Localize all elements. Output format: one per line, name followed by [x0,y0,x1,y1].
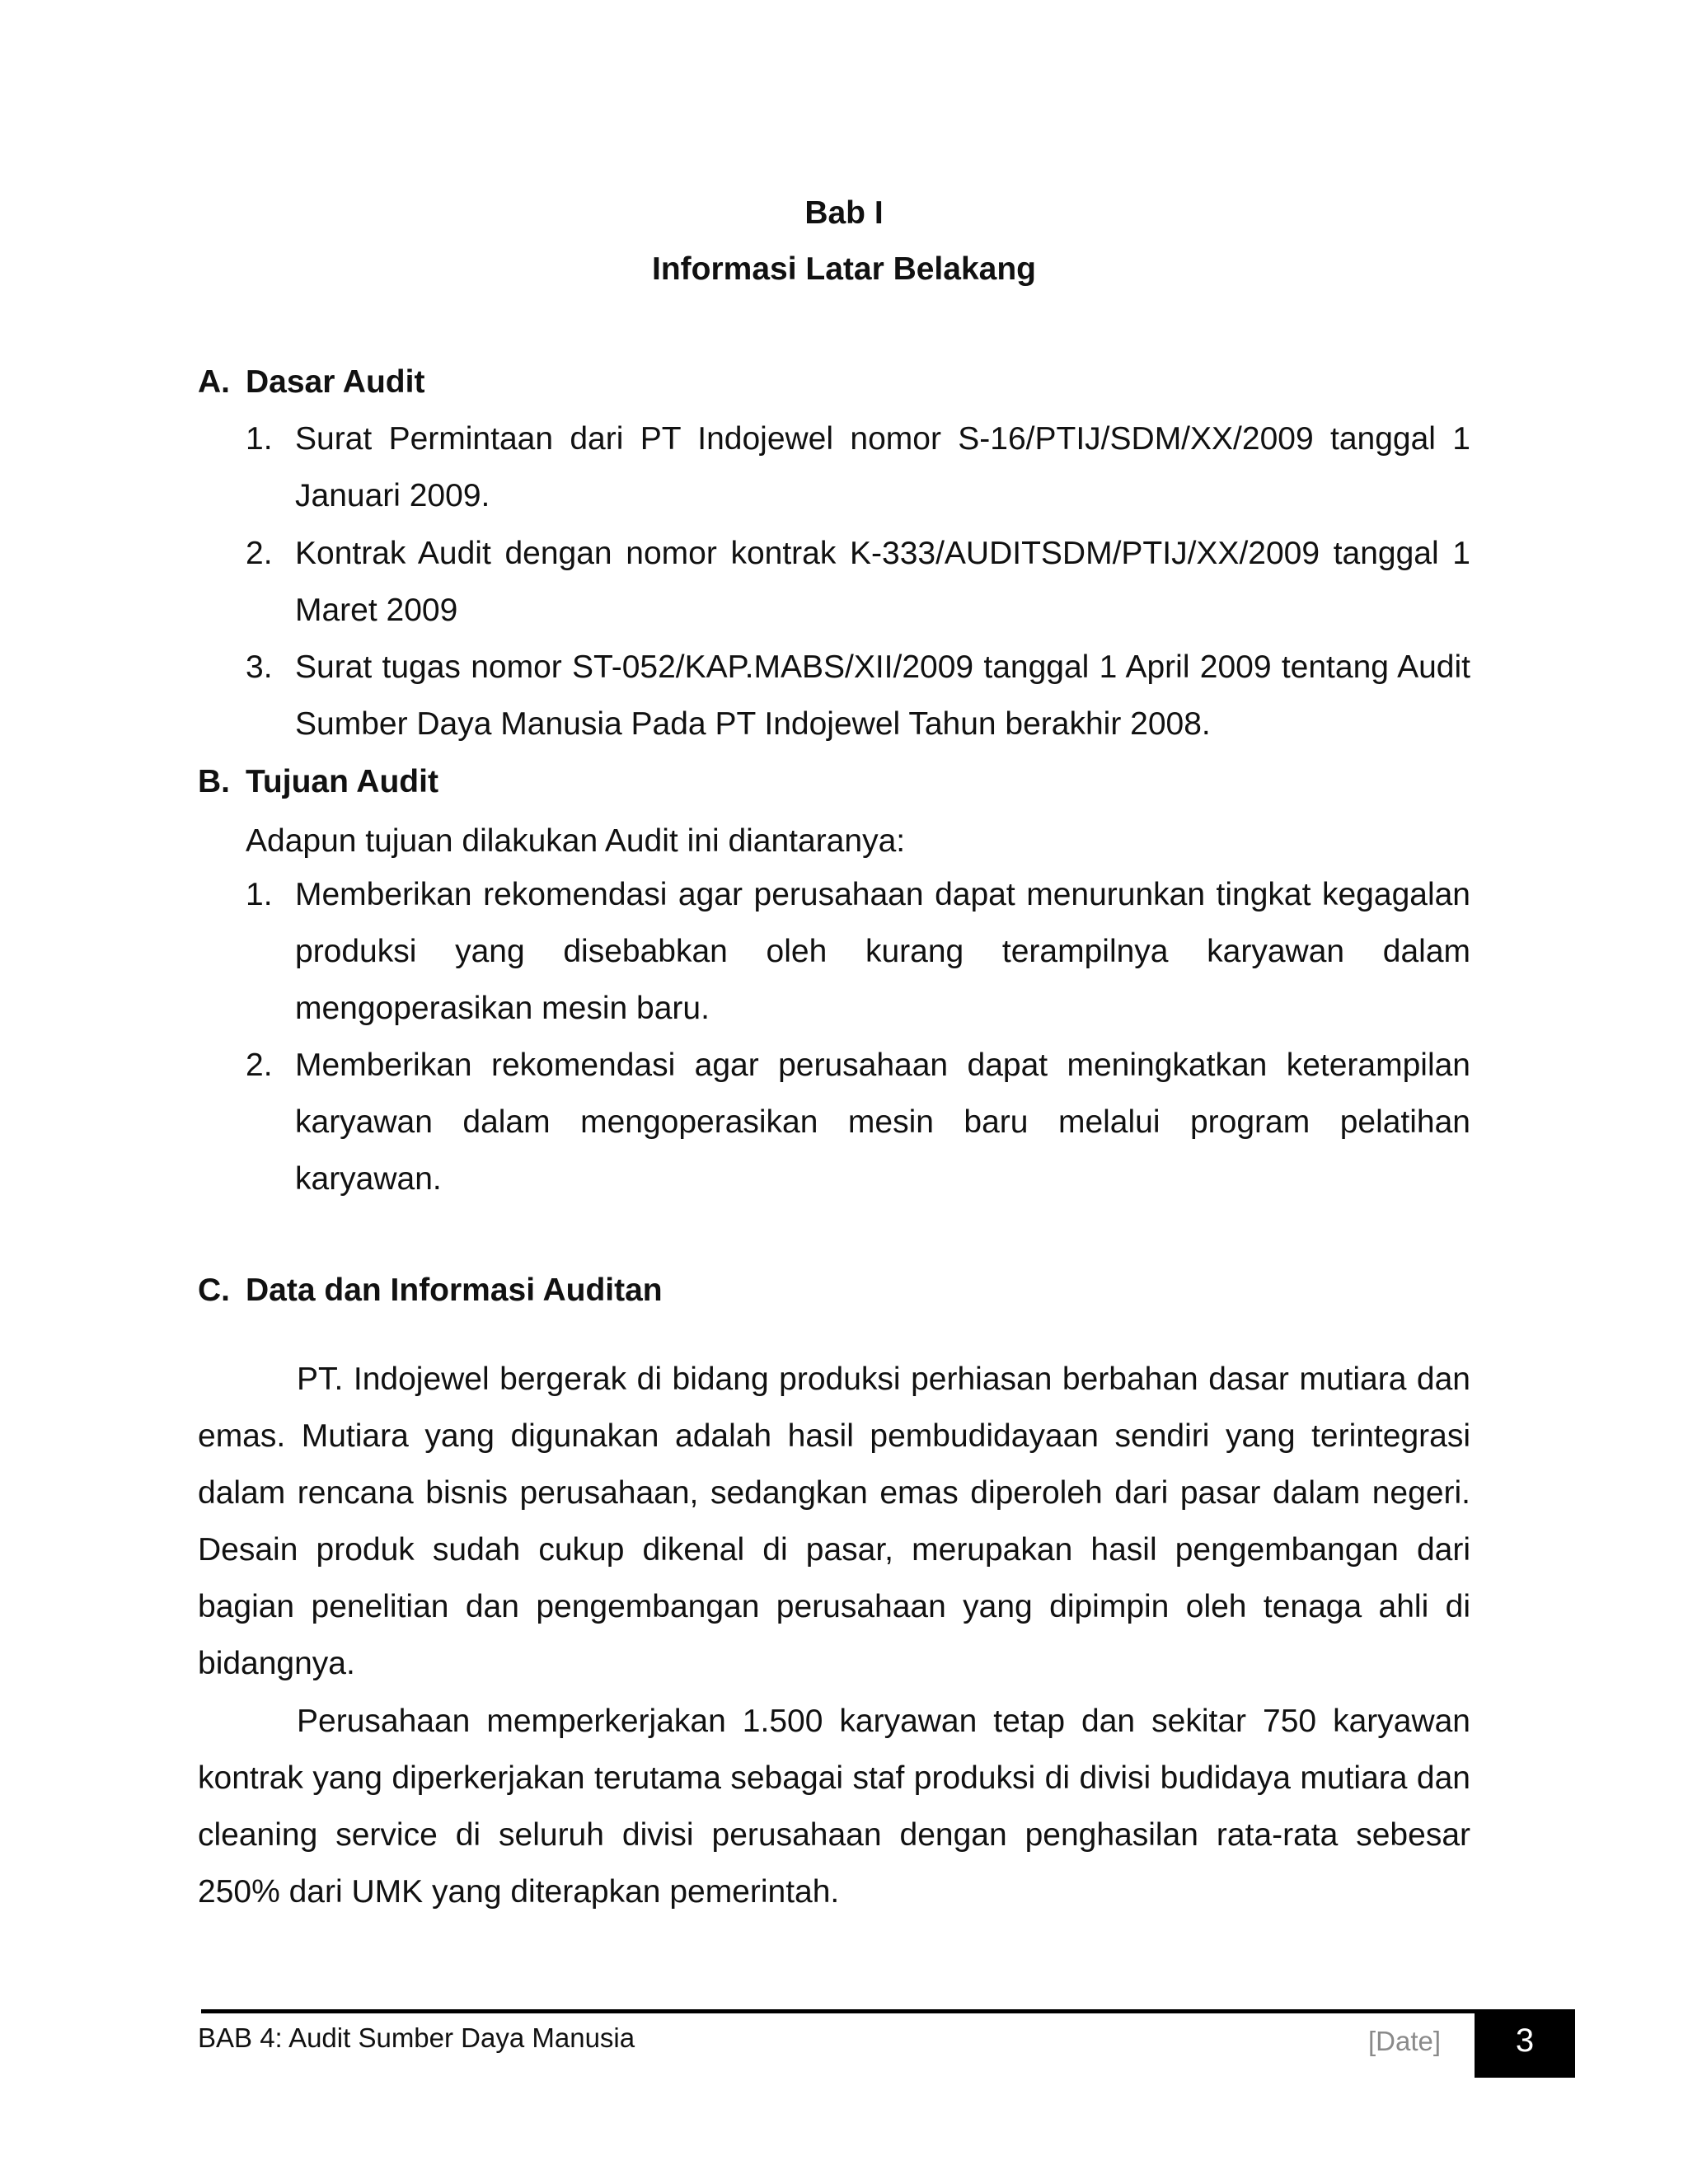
section-b-title: Tujuan Audit [246,764,438,799]
list-item-number: 1. [246,877,273,912]
chapter-title: Informasi Latar Belakang [652,251,1036,287]
list-item-number: 2. [246,1047,273,1083]
section-a-label: A. [198,364,230,400]
section-b-intro: Adapun tujuan dilakukan Audit ini diantaranya: [246,823,906,859]
section-b-label: B. [198,764,230,799]
section-a-heading [198,363,940,402]
footer-date-placeholder: [Date] [1368,2026,1442,2056]
section-c-heading [198,1271,1022,1310]
page-number-box [1475,2009,1575,2078]
section-a-title: Dasar Audit [246,364,425,400]
page-number: 3 [1515,2022,1535,2059]
chapter-label: Bab I [804,195,884,231]
section-b-heading [198,762,940,802]
list-item [246,866,1470,1037]
list-item [246,1037,1470,1207]
list-item-number: 3. [246,649,273,685]
list-item-number: 2. [246,536,273,571]
body-paragraph: Perusahaan memperkerjakan 1.500 karyawan tetap dan sekitar 750 karyawan kontrak yang diperkerjakan terutama sebagai staf produksi di divisi budidaya mutiara dan cleaning service di seluruh divisi perusahaan dengan penghasilan rata-rata sebesar 250% dari UMK yang diterapkan pemerintah. [198,1704,1470,1910]
list-item-text: Memberikan rekomendasi agar perusahaan dapat meningkatkan keterampilan karyawan dalam mengoperasikan mesin baru melalui program pelatihan karyawan. [295,1047,1470,1197]
section-c-title: Data dan Informasi Auditan [246,1272,663,1308]
footer-divider [201,2009,1475,2013]
body-paragraph: PT. Indojewel bergerak di bidang produksi perhiasan berbahan dasar mutiara dan emas. Mutiara yang digunakan adalah hasil pembudidayaan sendiri yang terintegrasi dalam rencana bisnis perusahaan, sedangkan emas diperoleh dari pasar dalam negeri. Desain produk sudah cukup dikenal di pasar, merupakan hasil pengembangan dari bagian penelitian dan pengembangan perusahaan yang dipimpin oleh tenaga ahli di bidangnya. [198,1361,1470,1681]
list-item-text: Surat Permintaan dari PT Indojewel nomor S-16/PTIJ/SDM/XX/2009 tanggal 1 Januari 2009. [295,421,1470,513]
list-item-number: 1. [246,421,273,457]
list-item-text: Memberikan rekomendasi agar perusahaan dapat menurunkan tingkat kegagalan produksi yang disebabkan oleh kurang terampilnya karyawan dalam mengoperasikan mesin baru. [295,877,1470,1026]
section-c-label: C. [198,1272,230,1308]
list-item-text: Surat tugas nomor ST-052/KAP.MABS/XII/2009 tanggal 1 April 2009 tentang Audit Sumber Daya Manusia Pada PT Indojewel Tahun berakhir 2008. [295,649,1470,742]
list-item-text: Kontrak Audit dengan nomor kontrak K-333/AUDITSDM/PTIJ/XX/2009 tanggal 1 Maret 2009 [295,536,1470,628]
list-item [246,525,1470,639]
footer-chapter-title: BAB 4: Audit Sumber Daya Manusia [198,2022,635,2053]
list-item [246,410,1470,524]
list-item [246,639,1470,752]
